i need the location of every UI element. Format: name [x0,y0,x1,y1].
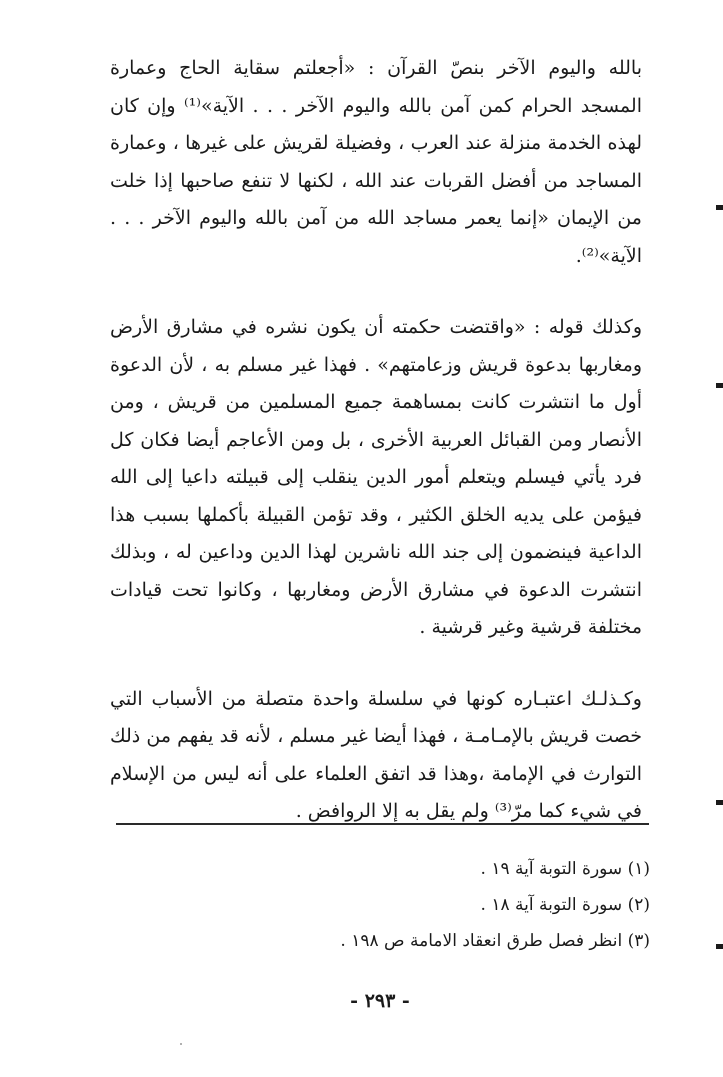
main-text [110,50,642,831]
scan-edge-mark [716,205,723,210]
footnote-separator [116,823,649,825]
footnote-2: (٢) سورة التوبة آية ١٨ . [480,895,650,915]
footnote-3: (٣) انظر فصل طرق انعقاد الامامة ص ١٩٨ . [340,931,650,951]
footnotes [300,851,650,959]
scan-edge-mark [716,800,723,805]
footnote-1: (١) سورة التوبة آية ١٩ . [480,859,650,879]
paragraph-2: وكذلك قوله : «واقتضت حكمته أن يكون نشره في مشارق الأرض ومغاربها بدعوة قريش وزعامتهم» . فهذا غير مسلم به ، لأن الدعوة أول ما انتشرت كانت بمساهمة جميع المسلمين من قريش ، ومن الأنصار ومن القبائل العربية الأخرى ، بل ومن الأعاجم أيضا فكان كل فرد يأتي فيسلم ويتعلم أمور الدين ينقلب إلى قبيلته داعيا إلى الله فيؤمن على يديه الخلق الكثير ، وقد تؤمن القبيلة بأكملها بسبب هذا الداعية فينضمون إلى جند الله ناشرين لهذا الدين وداعين له ، وبذلك انتشرت الدعوة في مشارق الأرض ومغاربها ، وكانوا تحت قيادات مختلفة قرشية وغير قرشية . [110,316,642,638]
paragraph-3: وكـذلـك اعتبـاره كونها في سلسلة واحدة متصلة من الأسباب التي خصت قريش بالإمـامـة ، فهذا أيضا غير مسلم ، لأنه قد يفهم من ذلك التوارث في الإمامة ،وهذا قد اتفق العلماء على أنه ليس من الإسلام في شيء كما مرّ⁽³⁾ ولم يقل به إلا الروافض . [110,687,642,822]
scan-edge-mark [716,944,723,949]
page-number: - ٢٩٣ - [350,990,410,1012]
paragraph-1: بالله واليوم الآخر بنصّ القرآن : «أجعلتم سقاية الحاج وعمارة المسجد الحرام كمن آمن بالله واليوم الآخر . . . الآية»⁽¹⁾ وإن كان لهذه الخدمة منزلة عند العرب ، وفضيلة لقريش على غيرها ، وعمارة المساجد من أفضل القربات عند الله ، لكنها لا تنفع صاحبها إذا خلت من الإيمان «إنما يعمر مساجد الله من آمن بالله واليوم الآخر . . . الآية»⁽²⁾. [110,57,642,267]
scan-edge-mark [716,383,723,388]
scan-speck [180,1043,182,1045]
